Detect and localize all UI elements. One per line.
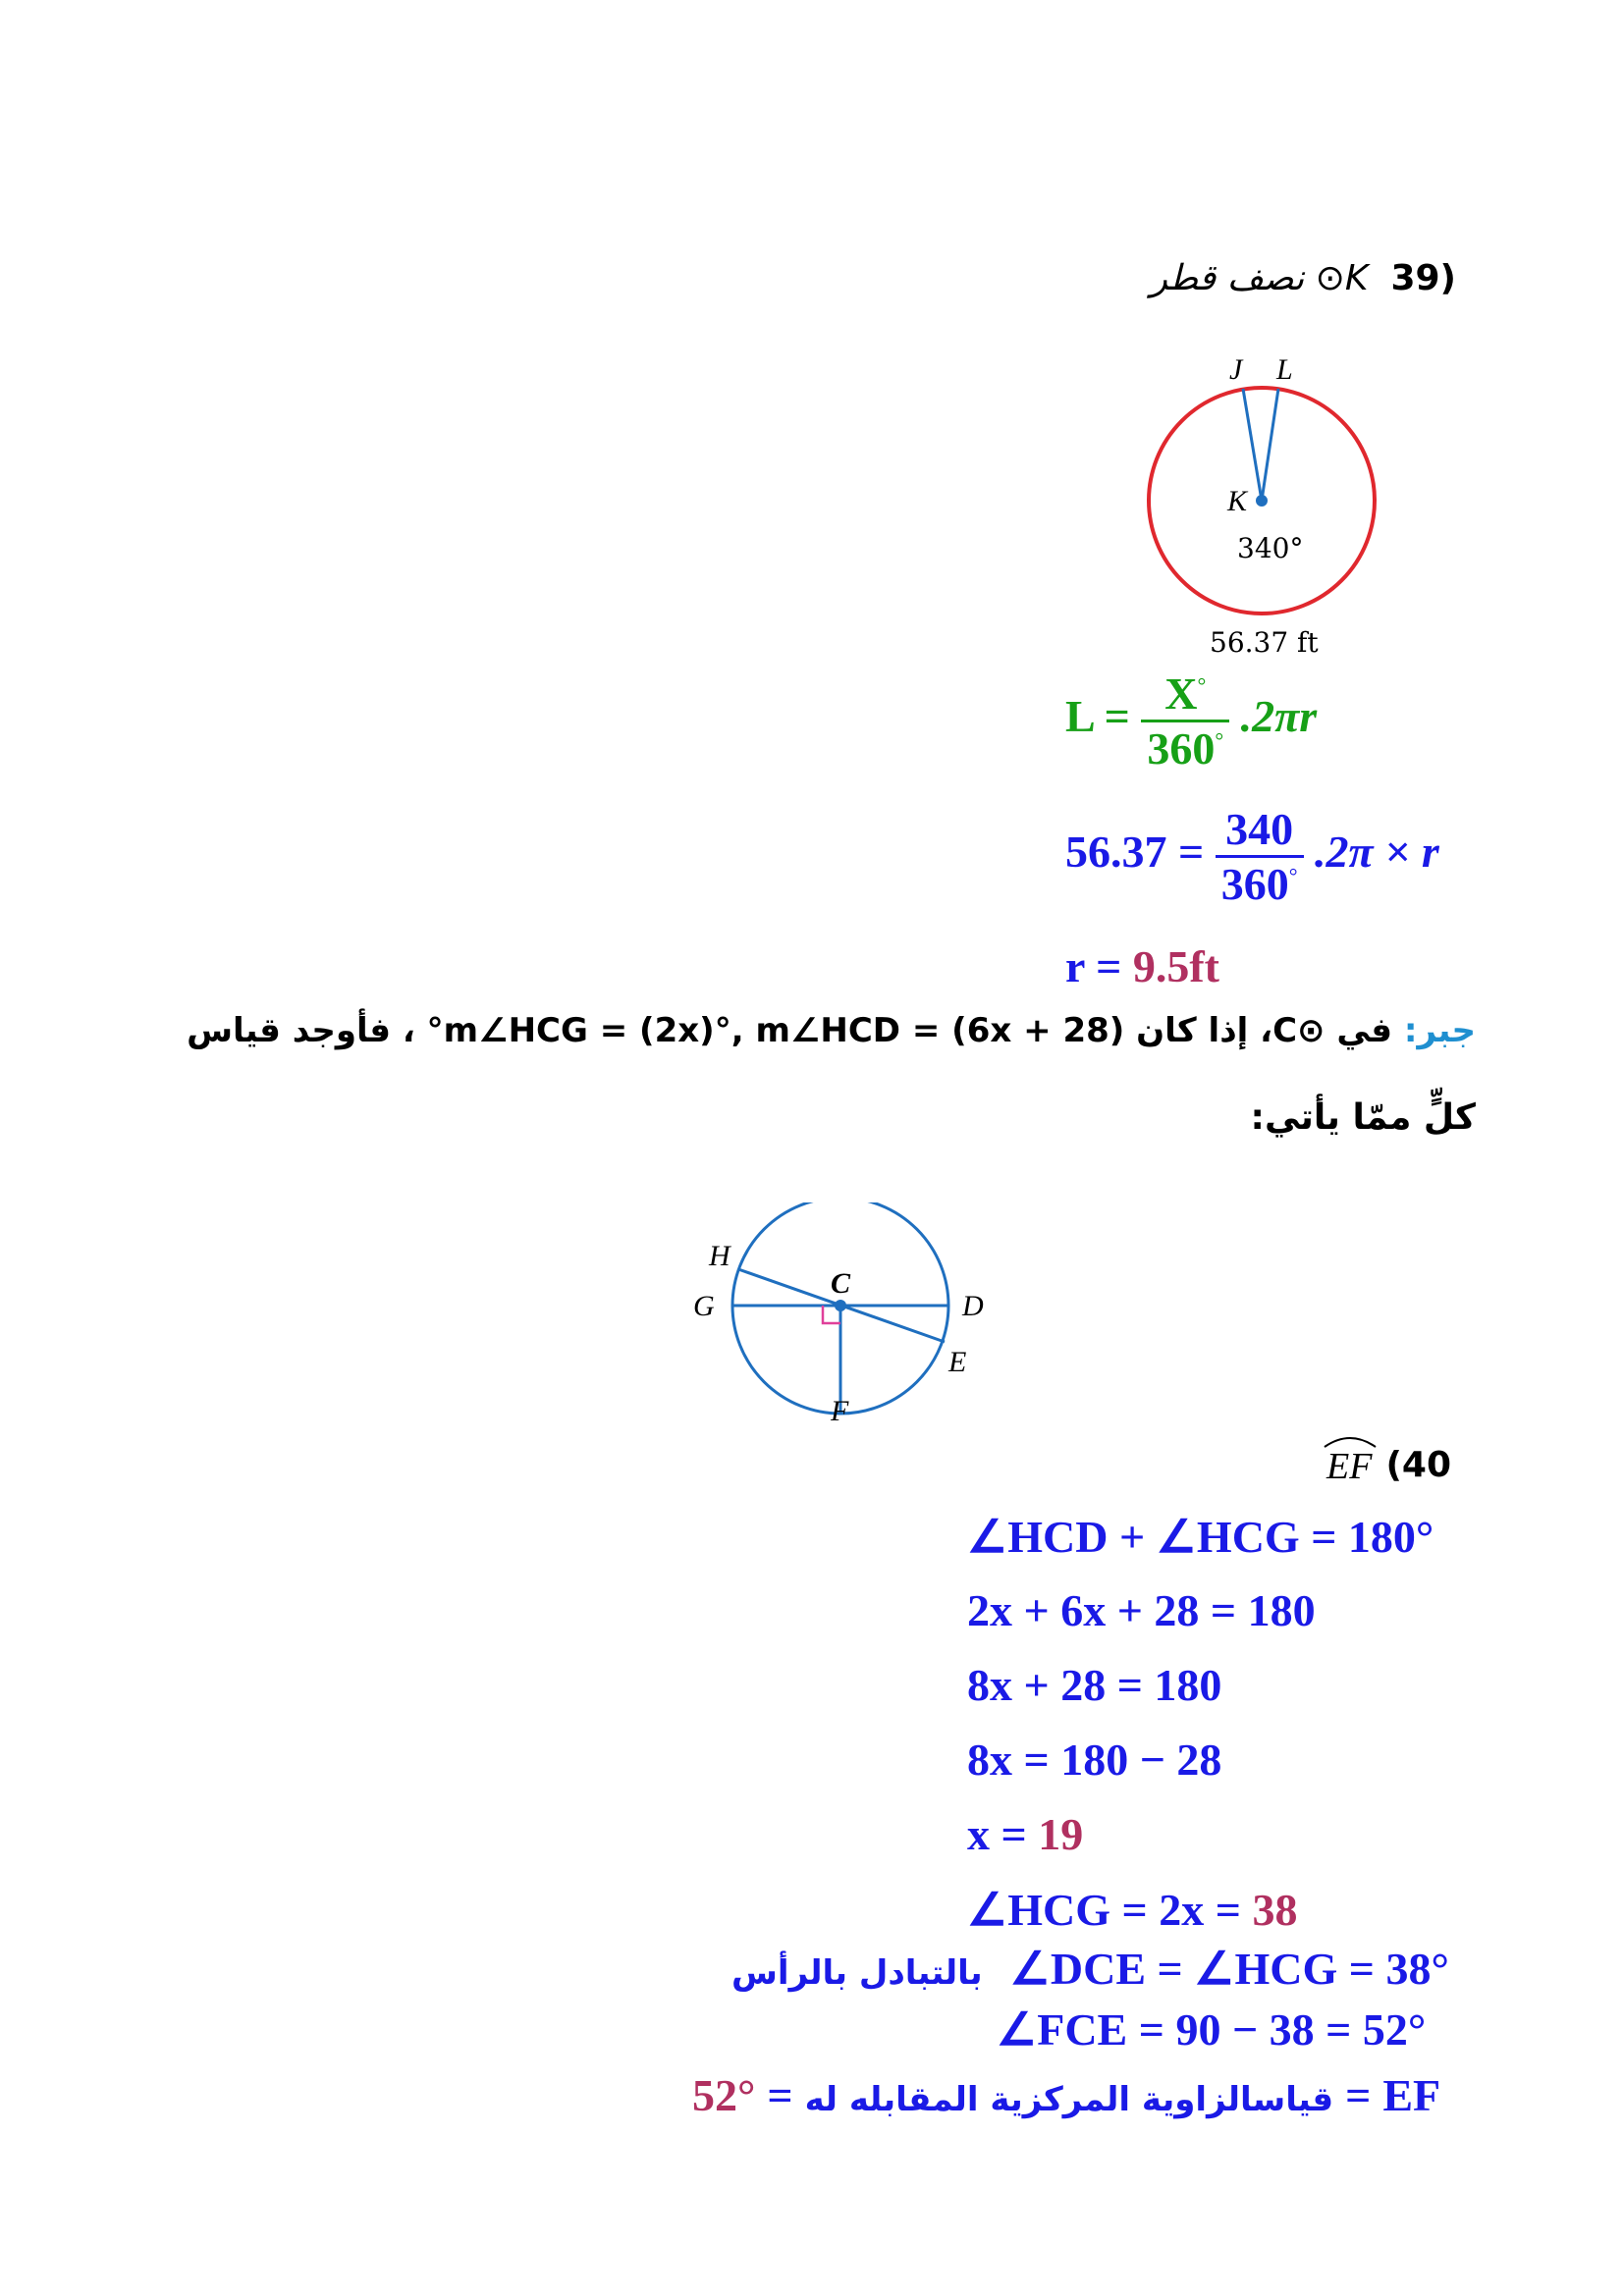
algebra-label: جبر:: [1403, 1011, 1476, 1050]
step-1: ∠HCD + ∠HCG = 180°: [967, 1512, 1434, 1562]
center-k-point: [1256, 495, 1268, 507]
arc-length-label: 56.37 ft: [1210, 626, 1319, 659]
subst-den: 360: [1220, 859, 1289, 909]
label-g: G: [693, 1290, 715, 1322]
formula-fraction: $\frac{X^\circ}{360^\circ}$: [1141, 667, 1229, 774]
q40-header: [1326, 1445, 1451, 1488]
formula-num: X: [1164, 668, 1198, 719]
x-lhs: x =: [967, 1809, 1027, 1859]
formula-lhs: L =: [1065, 691, 1130, 742]
subst-fraction: $\frac{340}{360^\circ}$: [1216, 803, 1304, 910]
dce-line: [731, 1942, 1449, 1995]
final-text: قياسالزاوية المركزية المقابله له: [804, 2080, 1334, 2119]
q39-prompt: نصف قطر ⊙K: [1150, 258, 1369, 298]
q39-number: 39): [1390, 258, 1456, 298]
formula-den: 360: [1147, 723, 1216, 774]
final-eq2: =: [1345, 2070, 1372, 2120]
final-arc: EF: [1382, 2070, 1441, 2120]
result-value: 9.5ft: [1132, 941, 1219, 991]
radius-kj: [1243, 389, 1262, 501]
hcg-result: [967, 1883, 1297, 1936]
final-line: [692, 2069, 1440, 2121]
dce-note: بالتبادل بالرأس: [731, 1953, 983, 1993]
angle-340: 340°: [1237, 532, 1304, 564]
fce-line: ∠FCE = 90 − 38 = 52°: [997, 2004, 1427, 2055]
q40-prompt: EF: [1326, 1446, 1373, 1487]
arc-symbol: [1326, 1445, 1372, 1488]
algebra-line1: [187, 1011, 1476, 1050]
label-d: D: [962, 1290, 984, 1322]
result-lhs: r =: [1065, 941, 1122, 991]
substitution-equation: [1065, 803, 1439, 910]
dce-equation: ∠DCE = ∠HCG = 38°: [1009, 1944, 1449, 1994]
circle-c-diagram: [687, 1202, 1011, 1428]
label-j: J: [1229, 353, 1243, 386]
label-e: E: [948, 1346, 967, 1378]
center-c-point: [835, 1300, 846, 1311]
formula-rest: .2πr: [1240, 691, 1318, 742]
label-l: L: [1276, 353, 1293, 386]
radius-kl: [1262, 389, 1278, 501]
label-c: C: [831, 1267, 851, 1300]
hcg-lhs: ∠HCG = 2x =: [967, 1885, 1241, 1935]
radius-result: [1065, 940, 1219, 992]
q40-number: (40: [1385, 1445, 1451, 1485]
subst-lhs: 56.37 =: [1065, 827, 1205, 878]
final-eq1: =: [767, 2070, 793, 2120]
step-3: 8x + 28 = 180: [967, 1660, 1222, 1710]
label-h: H: [709, 1240, 730, 1272]
q39-header: [1151, 257, 1456, 298]
x-result: [967, 1808, 1083, 1860]
circle-k-diagram: [1129, 353, 1404, 667]
arc-length-formula: [1065, 667, 1317, 774]
label-k: K: [1227, 485, 1248, 517]
step-2: 2x + 6x + 28 = 180: [967, 1585, 1316, 1635]
algebra-line2: كلٍّ ممّا يأتي:: [1250, 1097, 1476, 1138]
final-value: 52°: [692, 2070, 756, 2120]
x-value: 19: [1038, 1809, 1084, 1859]
step-4: 8x = 180 − 28: [967, 1735, 1222, 1785]
subst-rest: .2π × r: [1315, 827, 1439, 878]
hcg-value: 38: [1252, 1885, 1298, 1935]
arc-over-icon: [1323, 1433, 1378, 1449]
label-f: F: [831, 1395, 849, 1427]
algebra-text: في ⊙C، إذا كان m∠HCG = (2x)°, m∠HCD = (6x + 28)° ، فأوجد قياس: [187, 1011, 1393, 1050]
subst-num: 340: [1216, 803, 1304, 858]
